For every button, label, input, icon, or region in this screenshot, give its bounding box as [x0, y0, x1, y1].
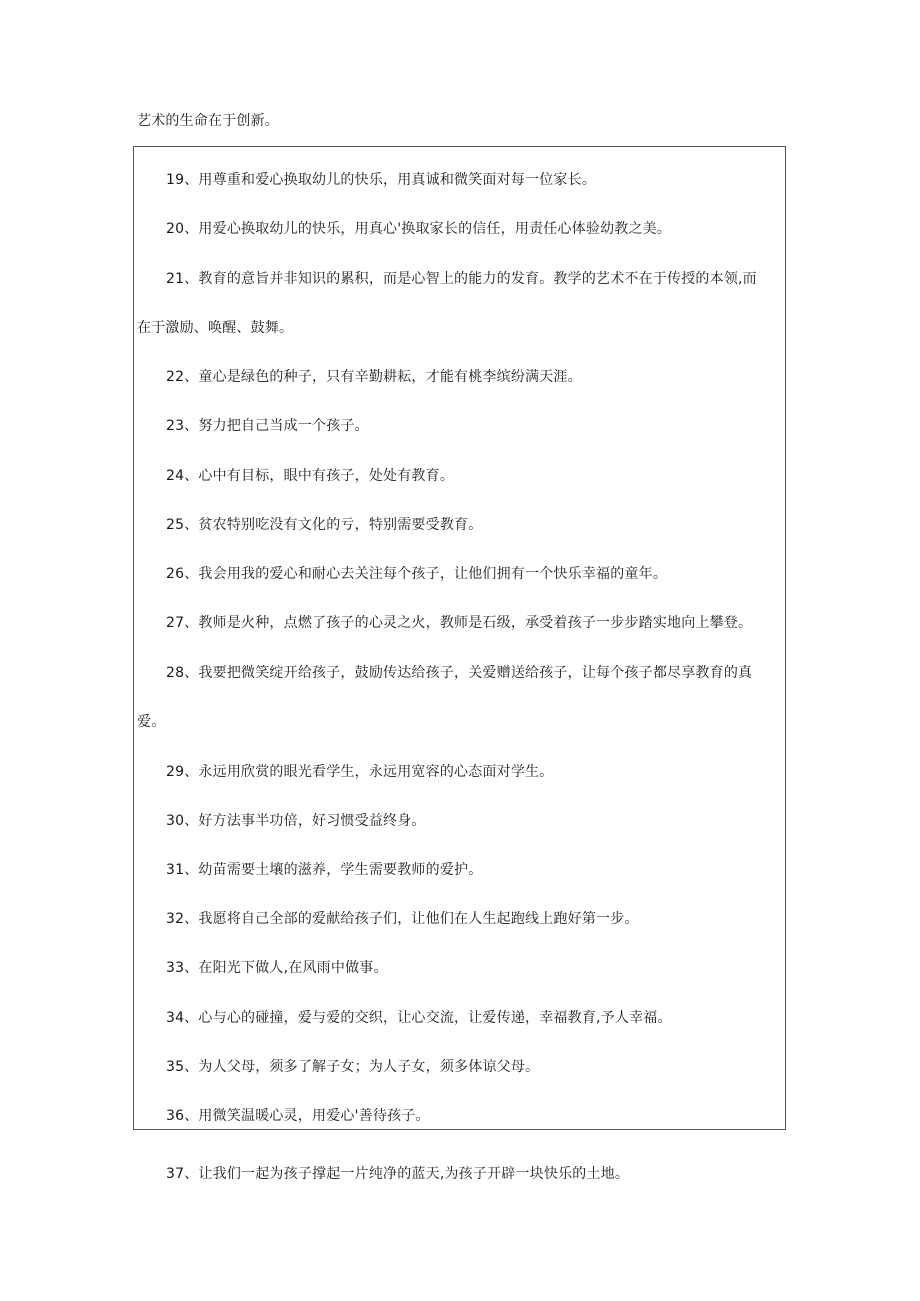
quote-33: 33、在阳光下做人,在风雨中做事。 [166, 960, 388, 976]
quote-29: 29、永远用欣赏的眼光看学生，永远用宽容的心态面对学生。 [166, 764, 554, 780]
quote-34: 34、心与心的碰撞，爱与爱的交织，让心交流，让爱传递，幸福教育,予人幸福。 [166, 1010, 672, 1026]
quote-32: 32、我愿将自己全部的爱献给孩子们，让他们在人生起跑线上跑好第一步。 [166, 911, 639, 927]
quote-36: 36、用微笑温暖心灵，用爱心'善待孩子。 [166, 1108, 430, 1124]
quote-30: 30、好方法事半功倍，好习惯受益终身。 [166, 813, 426, 829]
quote-21-continuation: 在于激励、唤醒、鼓舞。 [137, 320, 294, 336]
quote-23: 23、努力把自己当成一个孩子。 [166, 418, 369, 434]
quote-35: 35、为人父母，须多了解子女；为人子女，须多体谅父母。 [166, 1059, 540, 1075]
quote-37: 37、让我们一起为孩子撑起一片纯净的蓝天,为孩子开辟一块快乐的土地。 [166, 1166, 630, 1182]
quote-21: 21、教育的意旨并非知识的累积，而是心智上的能力的发育。教学的艺术不在于传授的本领,而 [166, 271, 757, 287]
quote-19: 19、用尊重和爱心换取幼儿的快乐，用真诚和微笑面对每一位家长。 [166, 172, 597, 188]
quote-31: 31、幼苗需要土壤的滋养，学生需要教师的爱护。 [166, 862, 483, 878]
quote-20: 20、用爱心换取幼儿的快乐，用真心'换取家长的信任，用责任心体验幼教之美。 [166, 221, 672, 237]
quotes-box [133, 146, 786, 1130]
quote-27: 27、教师是火种，点燃了孩子的心灵之火，教师是石级，承受着孩子一步步踏实地向上攀登。 [166, 615, 753, 631]
intro-line: 艺术的生命在于创新。 [137, 113, 279, 129]
quote-25: 25、贫农特别吃没有文化的亏，特别需要受教育。 [166, 517, 483, 533]
quote-26: 26、我会用我的爱心和耐心去关注每个孩子，让他们拥有一个快乐幸福的童年。 [166, 566, 668, 582]
quote-22: 22、童心是绿色的种子，只有辛勤耕耘，才能有桃李缤纷满天涯。 [166, 369, 582, 385]
quote-28: 28、我要把微笑绽开给孩子，鼓励传达给孩子，关爱赠送给孩子，让每个孩子都尽享教育的真 [166, 665, 753, 681]
quote-24: 24、心中有目标，眼中有孩子，处处有教育。 [166, 468, 455, 484]
quote-28-continuation: 爱。 [137, 714, 166, 730]
